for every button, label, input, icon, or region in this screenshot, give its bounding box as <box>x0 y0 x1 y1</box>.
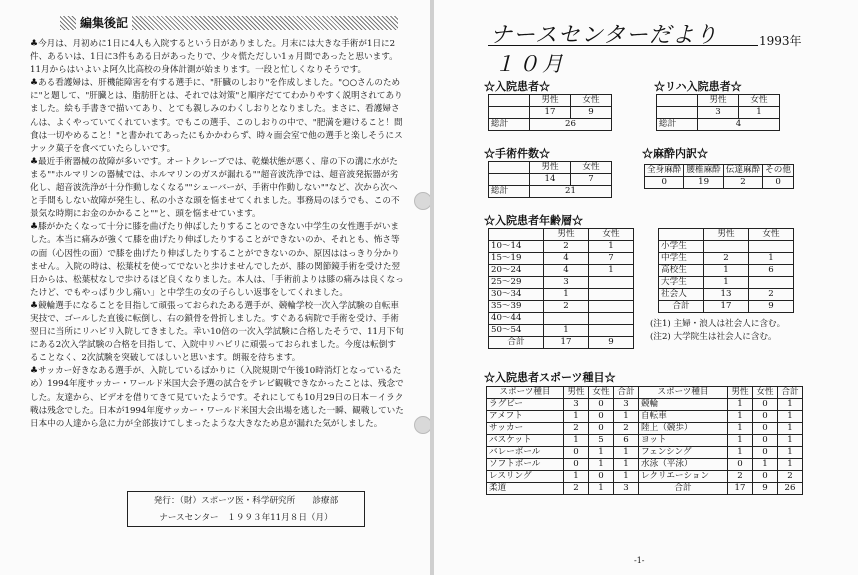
binder-hole <box>414 192 430 210</box>
anesthesia-table: 全身麻酔 腰椎麻酔 伝達麻酔 その他 0 19 2 0 <box>644 164 794 189</box>
club-bullet-icon: ♣ <box>30 39 39 49</box>
table-row: ソフトボール 0 1 1 水泳（平泳） 0 1 1 <box>487 459 803 471</box>
table-row: 小学生 <box>659 241 794 253</box>
inpatients-heading: ☆入院患者☆ <box>484 80 550 93</box>
table-row: 30～34 1 <box>489 289 634 301</box>
table-row: 高校生 1 6 <box>659 265 794 277</box>
table-row: サッカー 2 0 2 陸上（競歩） 1 0 1 <box>487 423 803 435</box>
paragraph: ♣ある看護婦は、肝機能障害を有する選手に、"肝臓のしおり"を作成しました。"○○さんのために"と題して、"肝臓とは、脂肪肝とは、それでは対策"と順序だててわかりやすく説明されてありました。絵も手書きで描いてあり、とても親しみのわくしおりとなりました。まさに、看護婦さんは、よくやっていてくれています。でもこの選手、このしおりの中で、"肥満を避けること！間食は一切やめること！"と書かれてあったにもかかわらず、時々面会室で他の選手と楽しそうにスナック菓子を食べていたらしいです。 <box>30 78 403 154</box>
table-row: 中学生 2 1 <box>659 253 794 265</box>
club-bullet-icon: ♣ <box>30 222 39 233</box>
paragraph: ♣競輪選手になることを目指して頑張っておられたある選手が、競輪学校一次入学試験の自転車実技で、ゴールした直後に転倒し、右の鎖骨を骨折しました。すぐある病院で手術を受け、手術翌日に当所にリハビリ入院してきました。幸い10倍の一次入学試験に合格したそうで、11月下旬にある2次入学試験の合格を目指して、入院中リハビリに頑張っておられました。今度は転倒することなく、2次試験を突破してほしいと思います。朗報を待ちます。 <box>30 300 404 364</box>
age-groups-table: 男性 女性 10～14 2 1 15～19 4 7 20～24 4 1 25～29 3 30～34 1 35～39 2 40～44 50～54 1 合計 17 9 <box>488 228 634 349</box>
table-row: 合計 17 9 <box>489 337 634 349</box>
inpatients-table: 男性 女性 17 9 総計 26 <box>488 94 612 131</box>
table-row: 10～14 2 1 <box>489 241 634 253</box>
table-row: 社会人 13 2 <box>659 289 794 301</box>
newsletter-title: ナースセンターだより <box>490 23 719 48</box>
surgeries-heading: ☆手術件数☆ <box>484 147 550 160</box>
rehab-table: 男性 女性 3 1 総計 4 <box>656 94 780 131</box>
page-number: -1- <box>634 556 645 565</box>
table-row: 柔道 2 1 3 合計 17 9 26 <box>487 483 803 495</box>
paragraph: ♣サッカー好きなある選手が、入院しているばかりに（入院規則で午後10時消灯となっているため）1994年度サッカー・ワールド米国大会予選の試合をテレビ観戦できなかったことは、残念でした。友達から、ビデオを借りてきて見ていたようです。それにしても10月29日の日本－イラク戦は残念でした。日本が1994年度サッカー・ワールド米国大会出場を逃した一瞬、観戦していた日本中の人達から急に力が全部抜けてしまったような大きなため息が漏れた気がしました。 <box>30 366 404 429</box>
age-groups-heading: ☆入院患者年齢層☆ <box>484 214 583 227</box>
table-row: バレーボール 0 1 1 フェンシング 1 0 1 <box>487 447 803 459</box>
table-row: 大学生 1 <box>659 277 794 289</box>
occupation-table: 男性 女性 小学生 中学生 2 1 高校生 1 6 大学生 1 社会人 13 2 合計 17 9 <box>658 228 794 313</box>
binder-hole <box>414 416 430 434</box>
publisher-line: 発行：（財）スポーツ医・科学研究所 診療部 <box>153 496 339 506</box>
table-row: バスケット 1 5 6 ヨット 1 0 1 <box>487 435 803 447</box>
editorial-body <box>30 38 404 431</box>
anesthesia-heading: ☆麻酔内訳☆ <box>642 147 708 160</box>
sports-table: スポーツ種目 男性 女性 合計 スポーツ種目 男性 女性 合計 ラグビー 3 0 3 競輪 1 0 1 アメフト 1 0 1 自転車 1 0 1 サッカー 2 0 2 陸上（競歩） 1 0 1 バスケット 1 5 6 ヨット 1 0 1 バレーボール 0 1 1 フェンシング 1 0 1 ソフトボール 0 1 1 水泳（平泳） 0 1 1 レスリング 1 0 1 レクリエーション 2 0 2 柔道 2 1 3 合計 17 9 26 <box>486 386 803 495</box>
newsletter-month: １０月 <box>494 52 566 76</box>
occupation-note-1: (注1) 主婦・浪人は社会人に含む。 <box>650 319 786 329</box>
newsletter-year: 1993年 <box>759 34 802 48</box>
title-underline <box>488 45 758 46</box>
editorial-heading-bar <box>60 16 398 30</box>
issue-date-line: ナースセンター １９９３年11月８日（月） <box>159 513 333 523</box>
table-row: 50～54 1 <box>489 325 634 337</box>
table-row: アメフト 1 0 1 自転車 1 0 1 <box>487 411 803 423</box>
club-bullet-icon: ♣ <box>30 78 39 89</box>
paragraph: ♣今月は、月初めに1日に4人も入院するという日がありました。月末には大きな手術が1日に2件、あるいは、1日に3件もある日があったりで、少々慌ただしい1ヵ月間であったと思います。11月からはいよいよ阿久比高校の身体計測が始まります。一段と忙しくなりそうです。 <box>30 39 398 76</box>
paragraph: ♣膝がかたくなって十分に膝を曲げたり伸ばしたりすることのできない中学生の女性選手がいました。本当に痛みが強くて膝を曲げたり伸ばしたりすることができないのか、それとも、怖さ等の面（心因性の面）で膝を曲げたり伸ばしたりすることができないのか、原因ははっきり分かりません。入院の時は、松葉杖を使ってでないと歩けませんでしたが、膝の関節鏡手術を受けた翌日からは、松葉杖なしで歩けるほど良くなりました。本人は、「手術前よりは膝の痛みは良くなったけど、でもやっぱり少し痛い」と中学生の女の子らしい返事をしてくれました。 <box>30 222 404 298</box>
club-bullet-icon: ♣ <box>30 156 39 167</box>
rehab-heading: ☆リハ入院患者☆ <box>654 80 742 93</box>
surgeries-table: 男性 女性 14 7 総計 21 <box>488 161 612 198</box>
table-row: 15～19 4 7 <box>489 253 634 265</box>
club-bullet-icon: ♣ <box>30 366 39 377</box>
table-row: 25～29 3 <box>489 277 634 289</box>
editorial-heading: 編集後記 <box>76 14 132 31</box>
table-row: 40～44 <box>489 313 634 325</box>
table-row: 20～24 4 1 <box>489 265 634 277</box>
table-row: ラグビー 3 0 3 競輪 1 0 1 <box>487 399 803 411</box>
occupation-note-2: (注2) 大学院生は社会人に含む。 <box>650 332 777 342</box>
publisher-box <box>127 491 365 527</box>
right-page <box>434 0 858 575</box>
table-row: 35～39 2 <box>489 301 634 313</box>
table-row: 合計 17 9 <box>659 301 794 313</box>
sports-heading: ☆入院患者スポーツ種目☆ <box>484 371 616 384</box>
paragraph: ♣最近手術器械の故障が多いです。オートクレーブでは、乾燥状態が悪く、扉の下の溝に水がたまる""ホルマリンの器械では、ホルマリンのガスが漏れる""超音波洗浄では、超音波発振器が劣化し、超音波洗浄が十分作動しなくなる""シェーバーが、手術中作動しない""など、次から次へと手間もしない故障が発生し、私の小さな頭を悩ませてくれました。事務局のほうでも、この不景気な時期にお金のかかること""と、頭を悩ませています。 <box>30 156 400 220</box>
club-bullet-icon: ♣ <box>30 300 39 311</box>
table-row: レスリング 1 0 1 レクリエーション 2 0 2 <box>487 471 803 483</box>
